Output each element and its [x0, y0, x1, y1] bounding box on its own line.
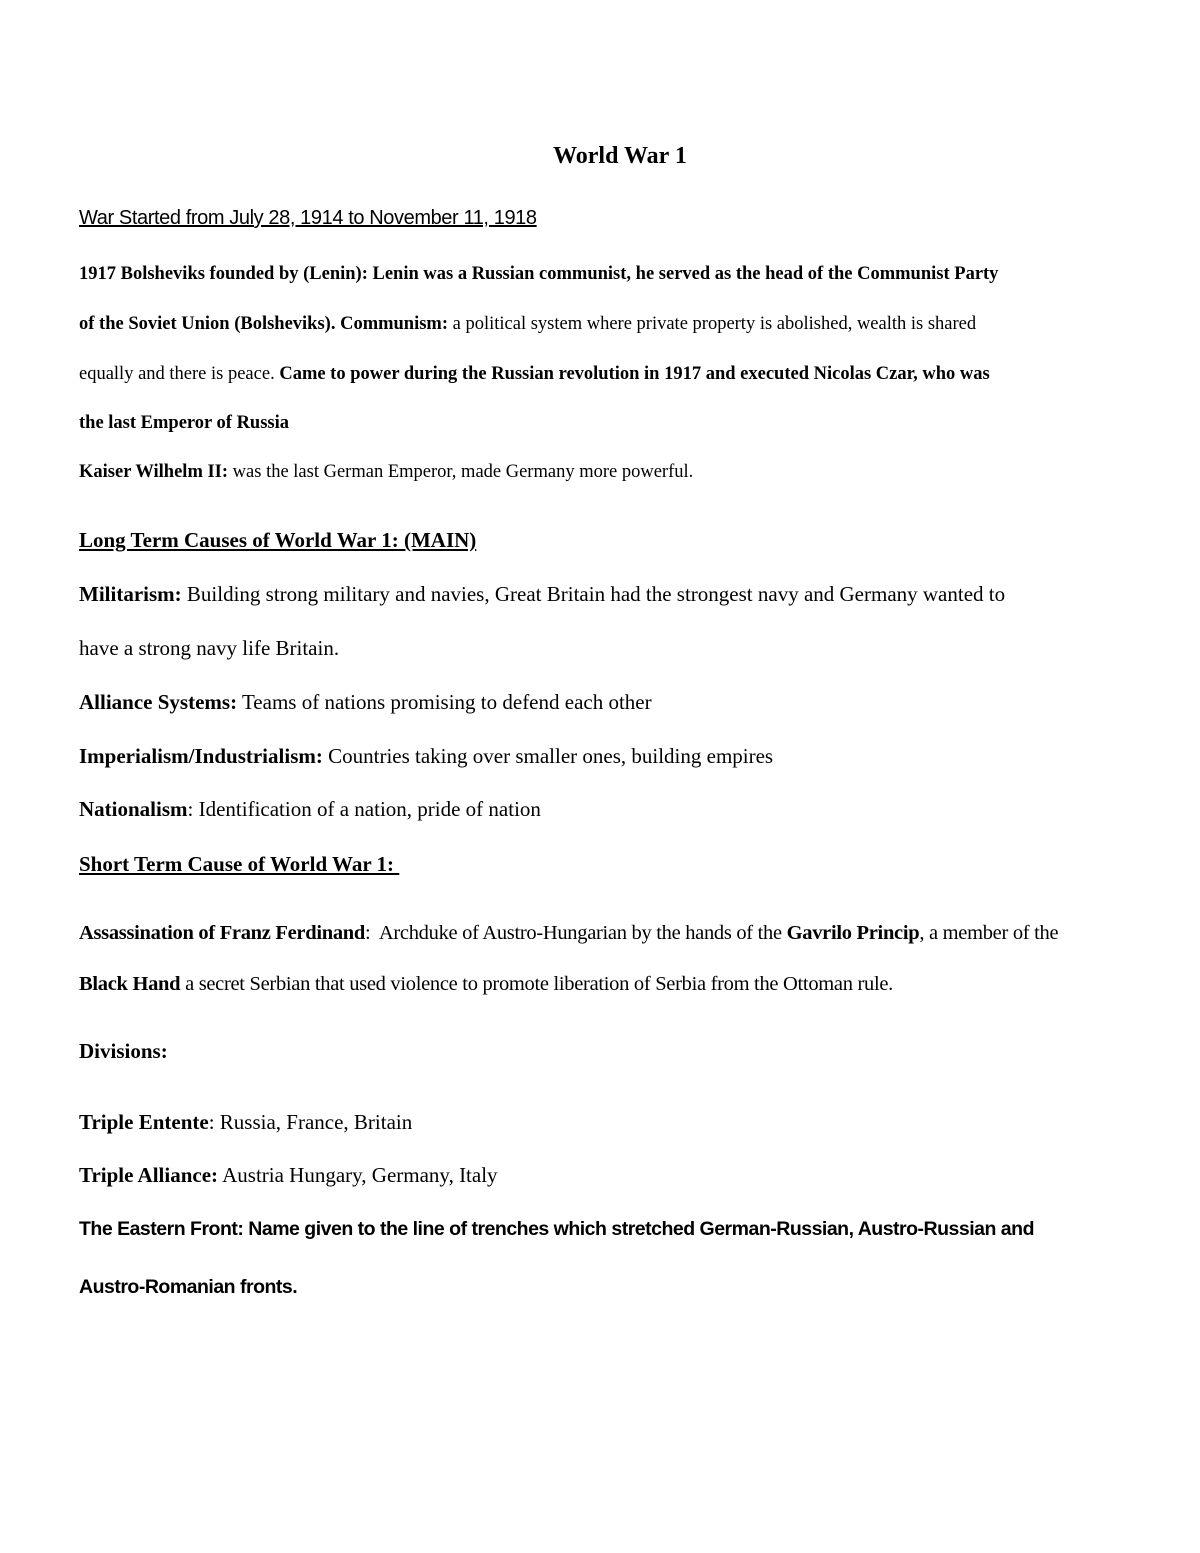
long-term-heading: Long Term Causes of World War 1: (MAIN)	[79, 528, 477, 552]
militarism-text: Building strong military and navies, Great Britain had the strongest navy and Germany wanted to	[181, 582, 1006, 606]
triple-entente-line	[79, 1110, 412, 1135]
communism-definition-end: equally and there is peace.	[79, 364, 280, 384]
alliance-systems-term: Alliance Systems:	[79, 690, 238, 714]
triple-alliance-line	[79, 1163, 498, 1188]
alliance-systems-text: Teams of nations promising to defend each other	[237, 690, 652, 714]
assassination-term: Assassination of Franz Ferdinand	[79, 922, 365, 944]
document-title: World War 1	[553, 143, 687, 169]
divisions-heading: Divisions:	[79, 1039, 168, 1063]
gavrilo-princip: Gavrilo Princip	[786, 922, 920, 944]
nationalism-term: Nationalism	[79, 797, 188, 821]
short-term-heading: Short Term Cause of World War 1:	[79, 852, 400, 876]
black-hand-text: a secret Serbian that used violence to promote liberation of Serbia from the Ottoman rule.	[180, 973, 893, 995]
kaiser-line	[79, 462, 693, 483]
triple-alliance-term: Triple Alliance:	[79, 1163, 219, 1187]
eastern-front-text: Name given to the line of trenches which stretched German-Russian, Austro-Russian and	[243, 1218, 1034, 1240]
bolsheviks-line-4: the last Emperor of Russia	[79, 413, 290, 433]
war-dates-heading: War Started from July 28, 1914 to November 11, 1918	[79, 207, 537, 229]
bolsheviks-line-2	[79, 314, 976, 335]
imperialism-term: Imperialism/Industrialism:	[79, 744, 323, 768]
militarism-line-2: have a strong navy life Britain.	[79, 636, 340, 660]
alliance-systems-line	[79, 690, 652, 715]
kaiser-text: was the last German Emperor, made Germany more powerful.	[228, 462, 694, 482]
revolution-text: Came to power during the Russian revolution in 1917 and executed Nicolas Czar, who was	[279, 364, 990, 384]
eastern-front-term: The Eastern Front:	[79, 1218, 244, 1240]
communism-definition: a political system where private property is abolished, wealth is shared	[448, 314, 977, 334]
triple-alliance-text: Austria Hungary, Germany, Italy	[218, 1163, 498, 1187]
communism-term: of the Soviet Union (Bolsheviks). Communism:	[79, 314, 448, 334]
imperialism-text: Countries taking over smaller ones, building empires	[322, 744, 774, 768]
imperialism-line	[79, 744, 773, 769]
militarism-term: Militarism:	[79, 582, 182, 606]
kaiser-term: Kaiser Wilhelm II:	[79, 462, 229, 482]
black-hand: Black Hand	[79, 973, 181, 995]
triple-entente-text: : Russia, France, Britain	[208, 1110, 413, 1134]
triple-entente-term: Triple Entente	[79, 1110, 209, 1134]
nationalism-line	[79, 797, 541, 822]
assassination-text-cont: , a member of the	[919, 922, 1059, 944]
eastern-front-line-2: Austro-Romanian fronts.	[79, 1276, 298, 1298]
bolsheviks-line-1: 1917 Bolsheviks founded by (Lenin): Lenin was a Russian communist, he served as the head of the Communist Party	[79, 264, 999, 284]
bolsheviks-line-3	[79, 364, 990, 385]
militarism-line-1	[79, 582, 1005, 607]
eastern-front-line-1	[79, 1218, 1034, 1241]
assassination-line-2	[79, 973, 893, 996]
nationalism-text: : Identification of a nation, pride of nation	[187, 797, 541, 821]
assassination-line-1	[79, 922, 1058, 945]
assassination-text: : Archduke of Austro-Hungarian by the hands of the	[364, 922, 787, 944]
